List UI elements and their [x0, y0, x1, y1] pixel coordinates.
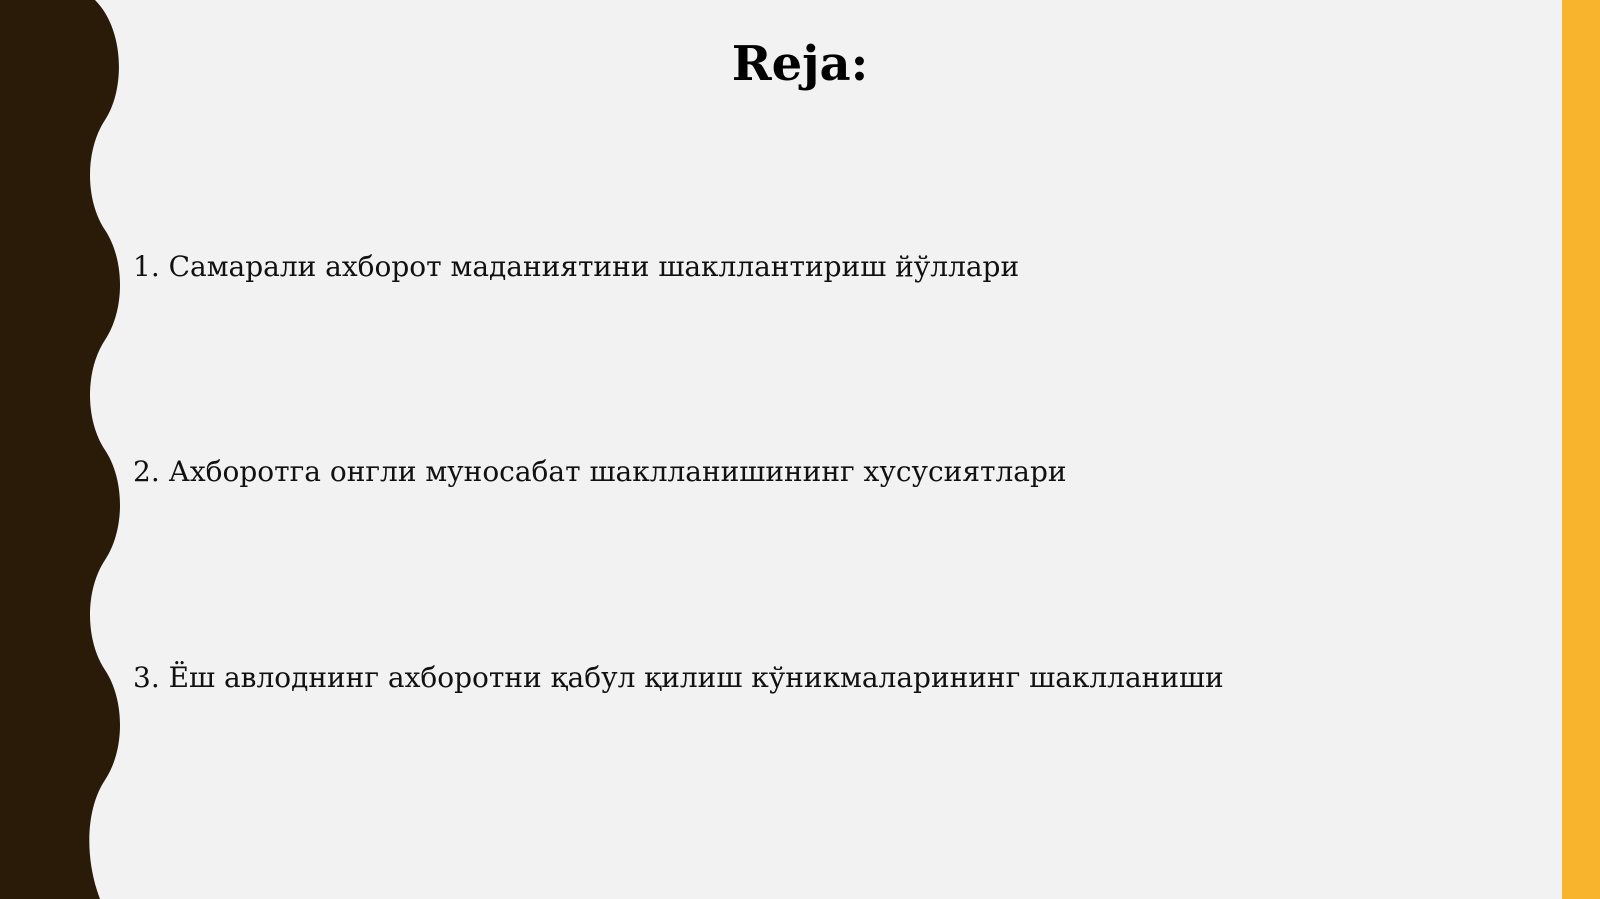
- right-accent-band: [1562, 0, 1600, 899]
- plan-item-1: 1. Самарали ахборот маданиятини шакллантириш йўллари: [133, 250, 1020, 283]
- slide-title: Reja:: [731, 36, 869, 92]
- wavy-left-decoration: [0, 0, 130, 899]
- plan-item-3: 3. Ёш авлоднинг ахборотни қабул қилиш кўникмаларининг шаклланиши: [133, 661, 1224, 694]
- plan-item-2: 2. Ахборотга онгли муносабат шаклланишининг хусусиятлари: [133, 455, 1067, 488]
